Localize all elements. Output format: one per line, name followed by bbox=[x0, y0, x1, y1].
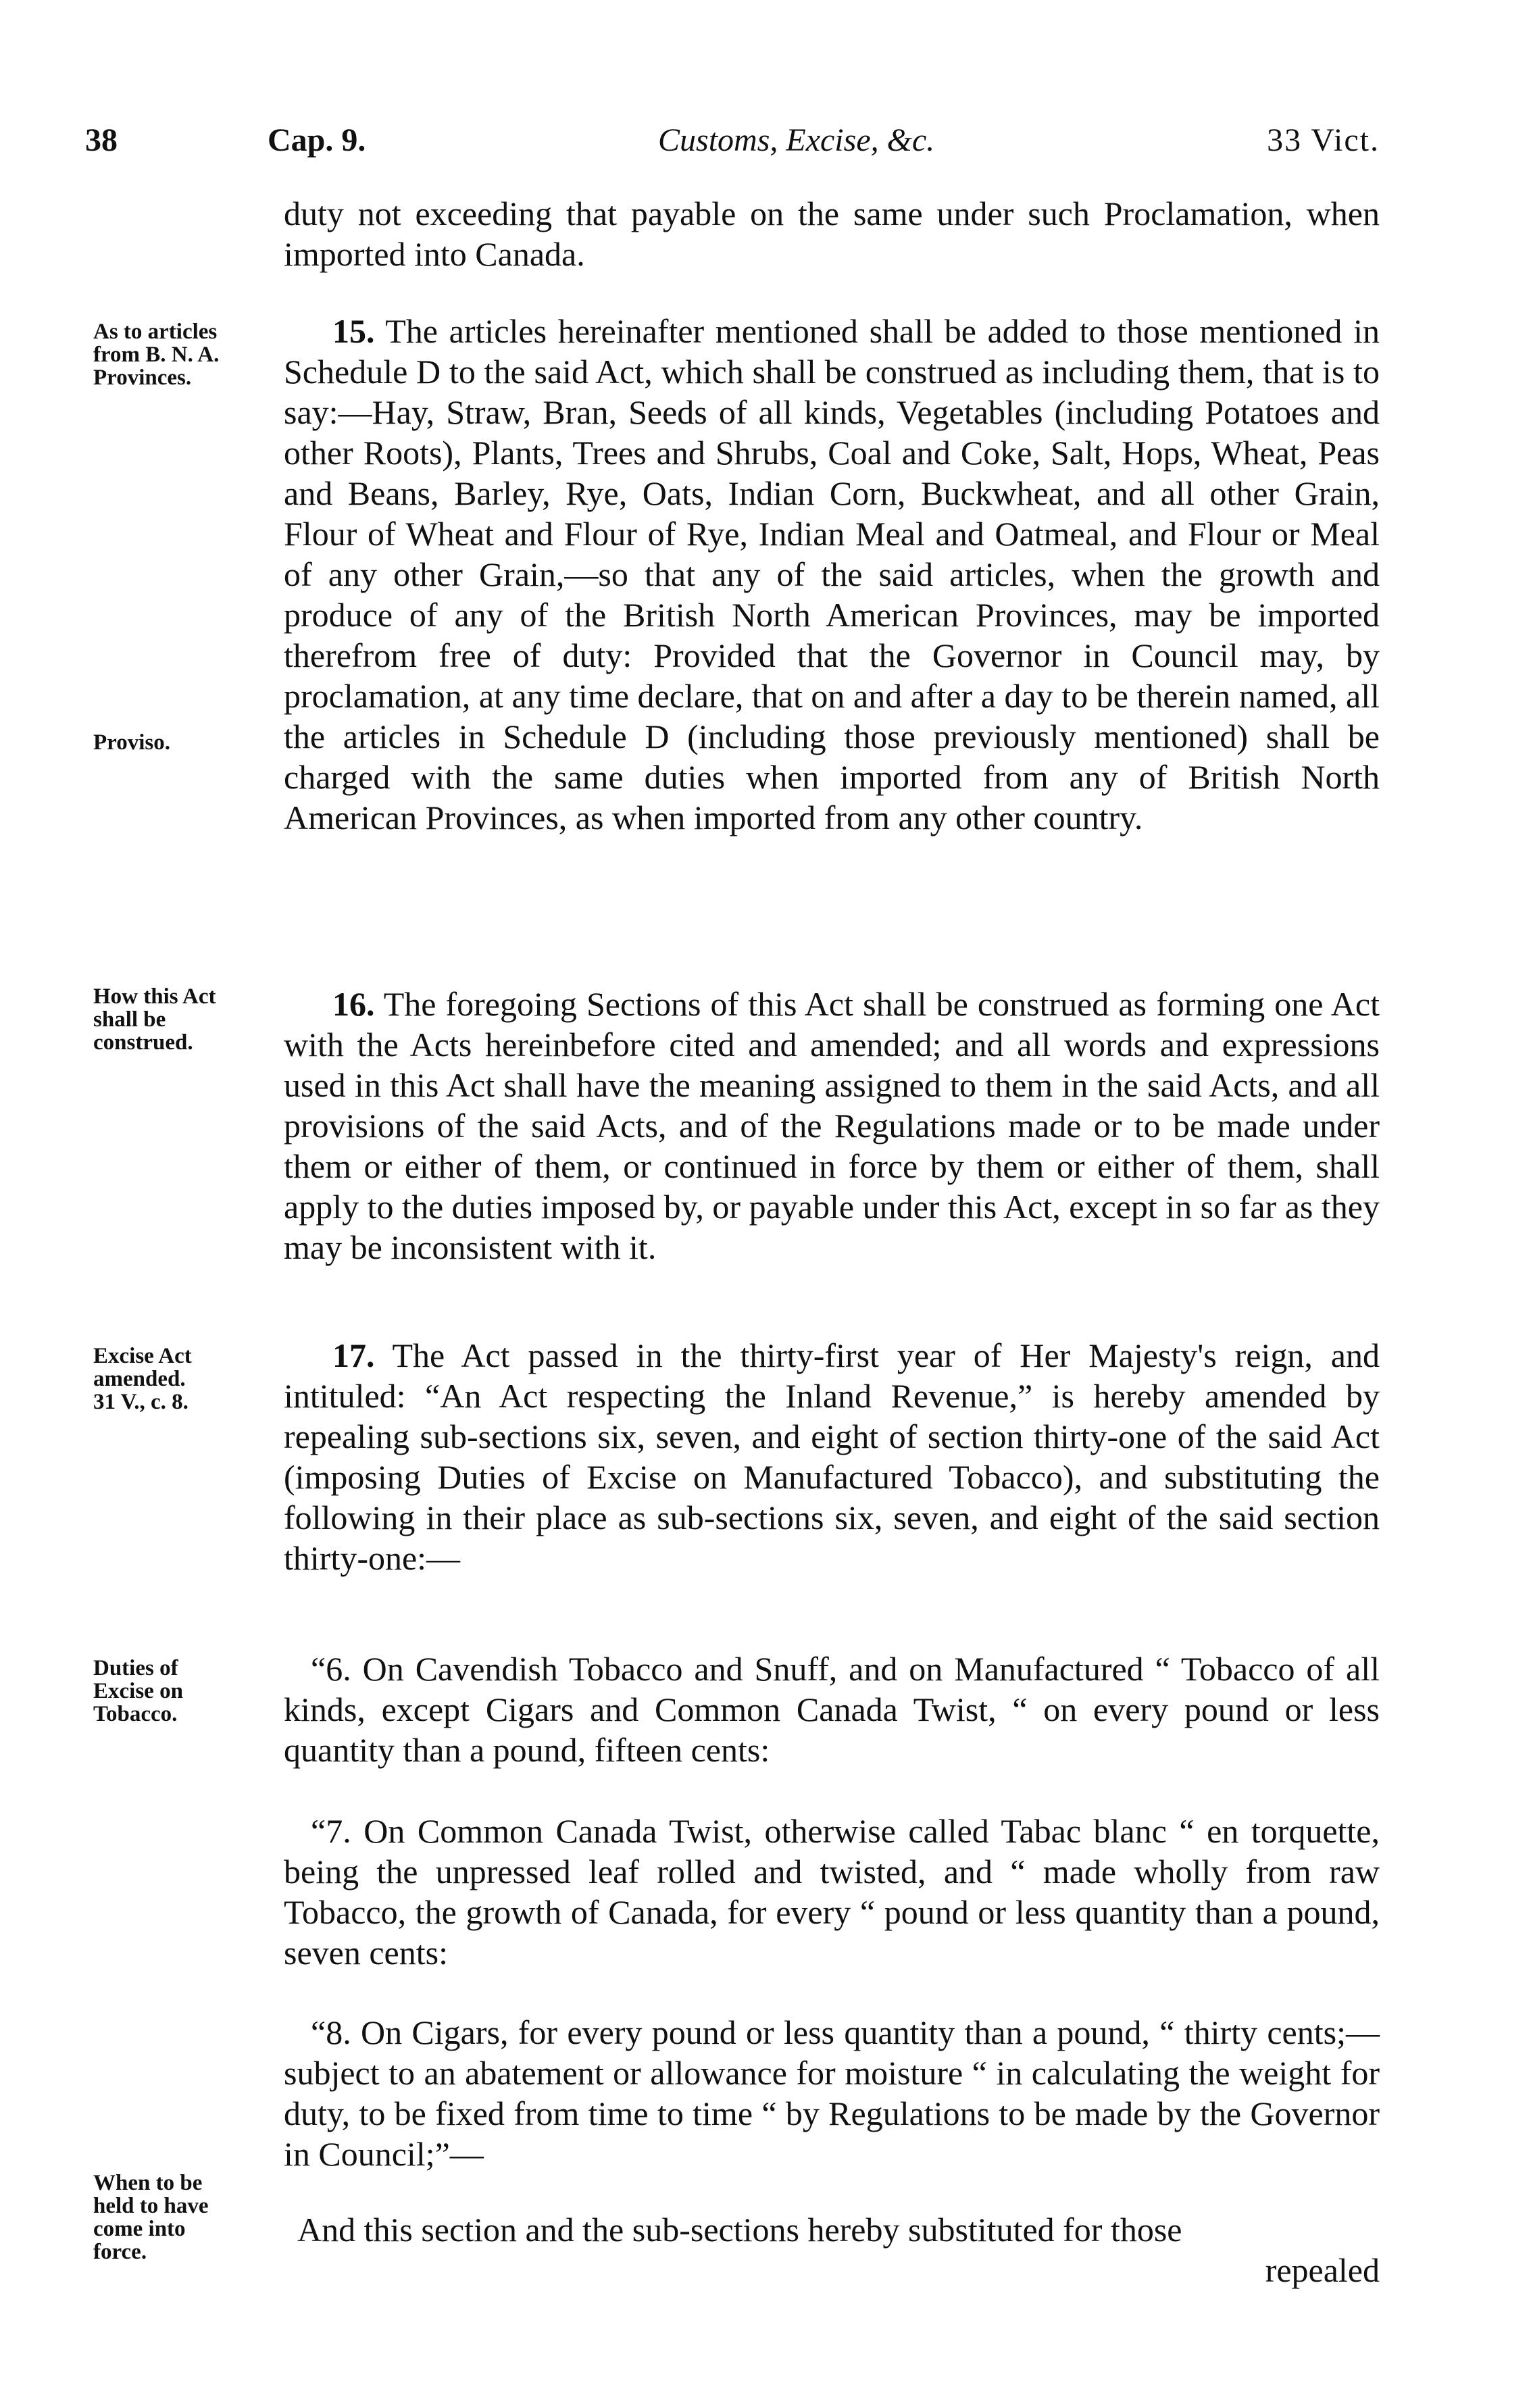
chapter-label: Cap. 9. bbox=[268, 122, 366, 158]
running-header bbox=[85, 114, 1380, 168]
sub-section-8: “8. On Cigars, for every pound or less quantity than a pound, “ thirty cents;—subject to an abatement or allowance for moisture “ in calculating the weight for duty, to be fixed from time to time “ by Regulations to be made by the Governor in Council;”— bbox=[284, 2013, 1380, 2173]
catchword: repealed bbox=[1265, 2251, 1380, 2289]
sub-section-7: “7. On Common Canada Twist, otherwise called Tabac blanc “ en torquette, being the unpressed leaf rolled and twisted, and “ made wholly from raw Tobacco, the growth of Canada, for every “ pound or less quantity than a pound, seven cents: bbox=[284, 1812, 1380, 1972]
margin-note-tobacco: Duties of Excise on Tobacco. bbox=[93, 1656, 183, 1726]
running-title: Customs, Excise, &c. bbox=[658, 122, 935, 158]
margin-note-articles: As to articles from B. N. A. Provinces. bbox=[93, 320, 220, 390]
closing-lines bbox=[284, 2209, 1380, 2290]
regnal-year: 33 Vict. bbox=[1267, 122, 1380, 158]
margin-note-construed: How this Act shall be construed. bbox=[93, 984, 216, 1055]
page-number: 38 bbox=[85, 122, 118, 158]
section-17-number: 17. bbox=[332, 1336, 375, 1374]
section-16-text: The foregoing Sections of this Act shall be construed as forming one Act with the Acts hereinbefore cited and amended; and all words and expressions used in this Act shall have the meaning assigned to them in the said Acts, and all provisions of the said Acts, and of the Regulations made or to be made under them or either of them, or continued in force by them or either of them, shall apply to the duties imposed by, or payable under this Act, except in so far as they may be inconsistent with it. bbox=[284, 985, 1380, 1266]
sub-section-6: “6. On Cavendish Tobacco and Snuff, and on Manufactured “ Tobacco of all kinds, except Cigars and Common Canada Twist, “ on every pound or less quantity than a pound, fifteen cents: bbox=[284, 1650, 1380, 1769]
final-line: And this section and the sub-sections hereby substituted for those bbox=[297, 2211, 1182, 2249]
section-15-number: 15. bbox=[332, 312, 375, 350]
margin-note-proviso: Proviso. bbox=[93, 730, 170, 755]
margin-note-excise-act: Excise Act amended. 31 V., c. 8. bbox=[93, 1344, 192, 1414]
section-16 bbox=[284, 984, 1380, 1268]
section-15-text: The articles hereinafter mentioned shall be added to those mentioned in Schedule D to the said Act, which shall be construed as including them, that is to say:—Hay, Straw, Bran, Seeds of all kinds, Vegetables (including Potatoes and other Roots), Plants, Trees and Shrubs, Coal and Coke, Salt, Hops, Wheat, Peas and Beans, Barley, Rye, Oats, Indian Corn, Buckwheat, and all other Grain, Flour of Wheat and Flour of Rye, Indian Meal and Oatmeal, and Flour or Meal of any other Grain,—so that any of the said articles, when the growth and produce of any of the British North American Provinces, may be imported therefrom free of duty: Provided that the Governor in Council may, by proclamation, at any time declare, that on and after a day to be therein named, all the articles in Schedule D (including those previously mentioned) shall be charged with the same duties when imported from any of British North American Provinces, as when imported from any other country. bbox=[284, 312, 1380, 836]
section-17-text: The Act passed in the thirty-first year of Her Majesty's reign, and intituled: “An Act respecting the Inland Revenue,” is hereby amended by repealing sub-sections six, seven, and eight of section thirty-one of the said Act (imposing Duties of Excise on Manufactured Tobacco), and substituting the following in their place as sub-sections six, seven, and eight of the said section thirty-one:— bbox=[284, 1336, 1380, 1577]
continued-paragraph: duty not exceeding that payable on the same under such Proclamation, when imported into Canada. bbox=[284, 195, 1380, 273]
section-15 bbox=[284, 311, 1380, 838]
margin-note-force: When to be held to have come into force. bbox=[93, 2171, 209, 2264]
section-17 bbox=[284, 1335, 1380, 1578]
section-16-number: 16. bbox=[332, 985, 375, 1023]
